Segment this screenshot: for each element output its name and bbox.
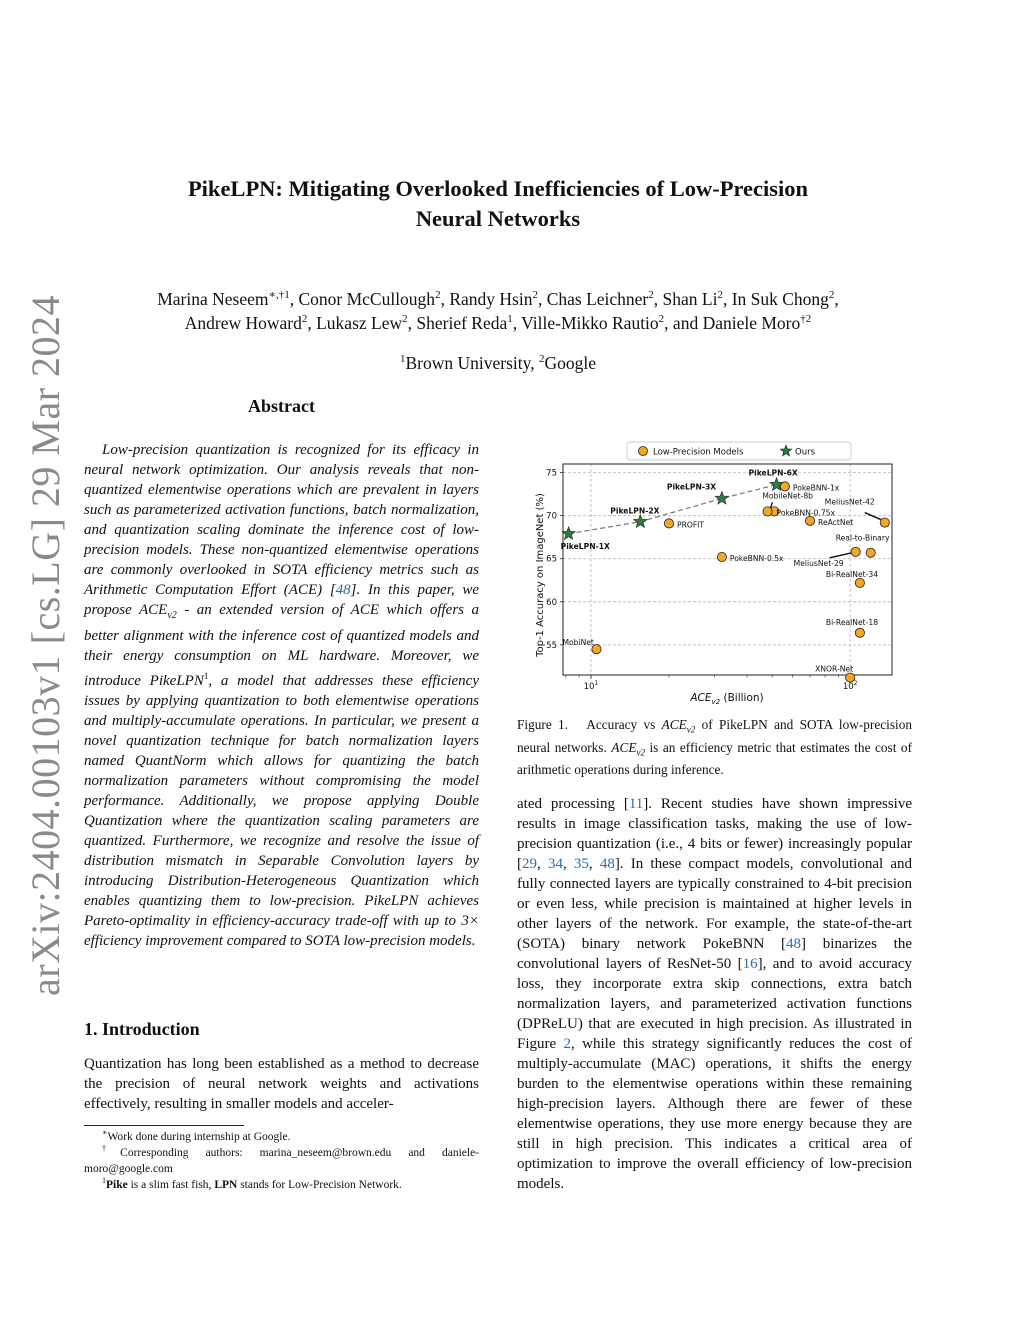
intro-paragraph: Quantization has long been established as a method to decrease the precision of neural network weights and activations effectively, resulting in smaller models and acceler- [84, 1056, 479, 1112]
data-label-pikelpn-2x: PikeLPN-2X [610, 506, 660, 516]
abstract-text [84, 440, 479, 951]
author-affil-mark: †2 [800, 313, 812, 326]
body-text: ated processing [ [517, 796, 629, 812]
author-line-1 [80, 287, 916, 311]
x-tick-base: 10 [583, 682, 595, 692]
callout-arrow-meliusnet-29 [830, 553, 852, 558]
affil-name: Brown University, [405, 353, 539, 373]
author-separator: , [834, 289, 839, 309]
x-axis-label [689, 692, 763, 706]
legend-label-models: Low-Precision Models [653, 447, 744, 458]
data-label-xnor-net: XNOR-Net [815, 664, 854, 674]
y-tick-label: 70 [546, 511, 557, 522]
x-axis-unit: (Billion) [720, 692, 764, 704]
data-label-profit: PROFIT [676, 520, 705, 530]
x-axis-ace: ACE [690, 692, 712, 704]
author-affil-mark: 2 [301, 313, 308, 326]
author-name: , Shan Li [653, 289, 718, 309]
caption-text: of PikeLPN and SOTA low-precision neural networks. [517, 717, 912, 755]
point-pokebnn-0-75x [763, 507, 772, 516]
caption-ace: ACE [661, 717, 687, 732]
author-name: Marina Neseem [157, 289, 269, 309]
caption-ace-sub: v2 [636, 747, 645, 758]
data-label-meliusnet-29: MeliusNet-29 [793, 558, 844, 568]
data-label-pikelpn-6x: PikeLPN-6X [748, 468, 798, 478]
title-line-1: PikeLPN: Mitigating Overlooked Inefficiencies of Low-Precision [187, 176, 809, 201]
author-affil-mark: 2 [532, 289, 538, 302]
affil-name: Google [544, 353, 597, 373]
point-real-to-binary [866, 548, 875, 557]
footnote-3 [84, 1178, 479, 1194]
data-label-mobinet: MobiNet [562, 638, 594, 648]
author-name: , Lukasz Lew [307, 313, 403, 333]
footnote-divider [84, 1125, 244, 1126]
point-xnor-net [846, 673, 855, 682]
author-name: , Chas Leichner [537, 289, 649, 309]
accuracy-vs-ace-chart [517, 430, 912, 712]
author-affil-mark: 2 [648, 289, 654, 302]
caption-text: Accuracy vs [586, 717, 662, 732]
x-tick-exponent: 1 [594, 680, 599, 687]
footnote-text: Corresponding authors: marina_neseem@brown.edu and daniele-moro@google.com [84, 1147, 480, 1175]
author-name: , Randy Hsin [440, 289, 533, 309]
footnote-text: stands for Low-Precision Network. [237, 1179, 402, 1191]
author-affil-mark: 2 [402, 313, 408, 326]
footnote-2 [84, 1146, 479, 1177]
citation-link[interactable]: 29 [522, 856, 537, 872]
data-label-pokebnn-1x: PokeBNN-1x [792, 483, 840, 493]
author-affil-mark: 2 [717, 289, 723, 302]
title-line-2: Neural Networks [415, 206, 581, 231]
point-pokebnn-0-5x [717, 552, 726, 561]
author-affil-mark: 1 [507, 313, 513, 326]
section-heading-introduction: 1. Introduction [84, 1019, 200, 1039]
point-meliusnet-42 [880, 518, 889, 527]
affiliations [300, 351, 696, 375]
footnote-mark: † [102, 1144, 121, 1154]
legend-circle-marker [639, 447, 648, 456]
footnote-text: is a slim fast fish, [127, 1179, 215, 1191]
arxiv-stamp [16, 294, 76, 996]
figure-1 [517, 430, 912, 712]
caption-prefix: Figure 1. [517, 717, 569, 732]
data-label-pokebnn-0-75x: PokeBNN-0.75x [776, 508, 836, 518]
point-bi-realnet-18 [855, 628, 864, 637]
axis-ticks [546, 469, 858, 692]
y-tick-label: 75 [546, 468, 557, 479]
x-axis-sub: v2 [711, 698, 721, 706]
body-text: ], and to avoid accuracy loss, they incorporate extra skip connections, extra batch normalization layers, and parameterized activation functions (DPReLU) that are executed in high precision. As illustrated in Figure [517, 956, 912, 1052]
footnote-mark: ∗ [102, 1128, 108, 1138]
point-pikelpn-2x [634, 515, 647, 528]
caption-ace: ACE [611, 739, 637, 755]
legend-label-ours: Ours [795, 447, 816, 458]
paper-title [130, 174, 866, 234]
data-label-bi-realnet-18: Bi-RealNet-18 [825, 617, 879, 627]
intro-paragraph-continued [517, 794, 912, 1194]
x-tick-exponent: 2 [853, 680, 858, 687]
point-pikelpn-1x [562, 527, 575, 540]
body-text: , [588, 856, 600, 872]
abstract-heading: Abstract [248, 396, 315, 416]
affil-mark: 2 [538, 353, 545, 366]
body-text: ] binarizes the convolutional layers of ResNet-50 [ [517, 936, 912, 972]
abstract-text-run: ]. In this paper, we propose [84, 582, 479, 618]
author-name: , Sherief Reda [407, 313, 508, 333]
abstract-text-run: - an extended version of ACE which offers a better alignment with the inference cost of quantized models and their energy consumption on ML hardware. Moreover, we introduce PikeLPN [84, 602, 479, 689]
citation-link[interactable]: 48 [599, 856, 615, 872]
citation-link[interactable]: 11 [628, 796, 644, 812]
data-labels [561, 469, 890, 674]
footnote-1 [84, 1130, 479, 1146]
body-text: ]. Recent studies have shown impressive results in image classification tasks, making the use of low-precision quantization (i.e., 4 bits or fewer) increasingly popular [ [517, 796, 912, 872]
x-tick-base: 10 [842, 682, 854, 692]
body-text: , [562, 856, 574, 872]
y-tick-label: 60 [546, 597, 557, 608]
author-name: , and Daniele Moro [664, 313, 801, 333]
citation-link[interactable]: 48 [786, 936, 802, 952]
figure-link[interactable]: 2 [563, 1036, 572, 1052]
author-affil-mark: 2 [828, 289, 835, 302]
y-tick-label: 65 [546, 554, 557, 565]
data-label-pokebnn-0-5x: PokeBNN-0.5x [729, 554, 784, 564]
footnote-mark[interactable]: 1 [203, 671, 209, 681]
caption-ace-sub: v2 [686, 724, 696, 735]
caption-text: is an efficiency metric that estimates the cost of arithmetic operations during inference. [517, 739, 912, 778]
author-affil-mark: 2 [435, 289, 441, 302]
citation-link[interactable]: 16 [742, 956, 758, 972]
point-meliusnet-29 [851, 547, 860, 556]
author-affil-mark: ∗,†1 [268, 289, 290, 302]
x-tick-label [584, 680, 599, 692]
data-label-reactnet: ReActNet [818, 517, 854, 527]
ace-symbol: ACE [139, 602, 168, 618]
footnote-bold: LPN [214, 1179, 238, 1191]
point-reactnet [805, 516, 814, 525]
arxiv-stamp-text: arXiv:2404.00103v1 [cs.LG] 29 Mar 2024 [23, 294, 69, 996]
footnote-mark: 1 [102, 1176, 106, 1186]
body-text: ]. In these compact models, convolutional and fully connected layers are typically constrained to 4-bit precision or even less, while precision is maintained at higher levels in other layers of the network. For example, the state-of-the-art (SOTA) binary network PokeBNN [ [517, 856, 913, 952]
body-text: , [537, 856, 548, 872]
data-label-mobilenet-8b: MobileNet-8b [762, 491, 814, 501]
data-label-meliusnet-42: MeliusNet-42 [824, 497, 875, 507]
citation-link[interactable]: 34 [547, 856, 563, 872]
point-pikelpn-3x [715, 491, 728, 504]
figure-caption [517, 716, 912, 779]
data-label-pikelpn-3x: PikeLPN-3X [666, 482, 717, 492]
y-axis-label: Top-1 Accuracy on ImageNet (%) [535, 493, 546, 657]
ace-math [139, 602, 177, 621]
affil-mark: 1 [399, 353, 406, 366]
point-bi-realnet-34 [855, 578, 864, 587]
ace-subscript: v2 [167, 610, 177, 621]
data-label-pikelpn-1x: PikeLPN-1X [560, 541, 610, 551]
author-name: Andrew Howard [184, 313, 302, 333]
abstract-text-run: Low-precision quantization is recognized for its efficacy in neural network optimization. Our analysis reveals that non-quantized elementwise operations which are prevalent in layers such as parameterized activation functions, batch normalization, and quantization scaling dominate the inference cost of low-precision models. These non-quantized elementwise operations are commonly overlooked in SOTA efficiency metrics such as Arithmetic Computation Effort (ACE) [ [84, 442, 479, 598]
data-label-real-to-binary: Real-to-Binary [835, 533, 890, 543]
footnote-text: Work done during internship at Google. [107, 1131, 291, 1143]
author-name: , In Suk Chong [722, 289, 829, 309]
citation-link[interactable]: 48 [335, 582, 351, 598]
author-name: , Ville-Mikko Rautio [512, 313, 659, 333]
author-list [80, 287, 916, 335]
data-label-bi-realnet-34: Bi-RealNet-34 [825, 569, 879, 579]
author-name: , Conor McCullough [289, 289, 436, 309]
footnote-bold: Pike [106, 1179, 128, 1191]
point-profit [664, 519, 673, 528]
body-text: , while this strategy significantly reduces the cost of multiply-accumulate (MAC) operations, it shifts the energy burden to the elementwise operations within these remaining high-precision layers. Although there are fewer of these elementwise operations, they use more energy because they are still in high precision. This indicates a critical area of optimization to improve the overall efficiency of low-precision models. [517, 1036, 912, 1192]
author-line-2 [80, 311, 916, 335]
citation-link[interactable]: 35 [573, 856, 589, 872]
y-tick-label: 55 [546, 640, 557, 651]
abstract-text-run: , a model that addresses these efficiency issues by applying quantization to both elementwise operations and multiply-accumulate operations. In particular, we present a novel quantization technique for batch normalization layers named QuantNorm which allows for quantizing the batch normalization parameters without compromising the model performance. Additionally, we propose applying Double Quantization where the quantization scaling parameters are quantized. Furthermore, we recognize and resolve the issue of distribution mismatch in Separable Convolution layers by introducing Distribution-Heterogeneous Quantization which enables quantizing them to low-precision. PikeLPN achieves Pareto-optimality in efficiency-accuracy trade-off with up to 3× efficiency improvement compared to SOTA low-precision models. [84, 673, 479, 949]
author-affil-mark: 2 [658, 313, 665, 326]
